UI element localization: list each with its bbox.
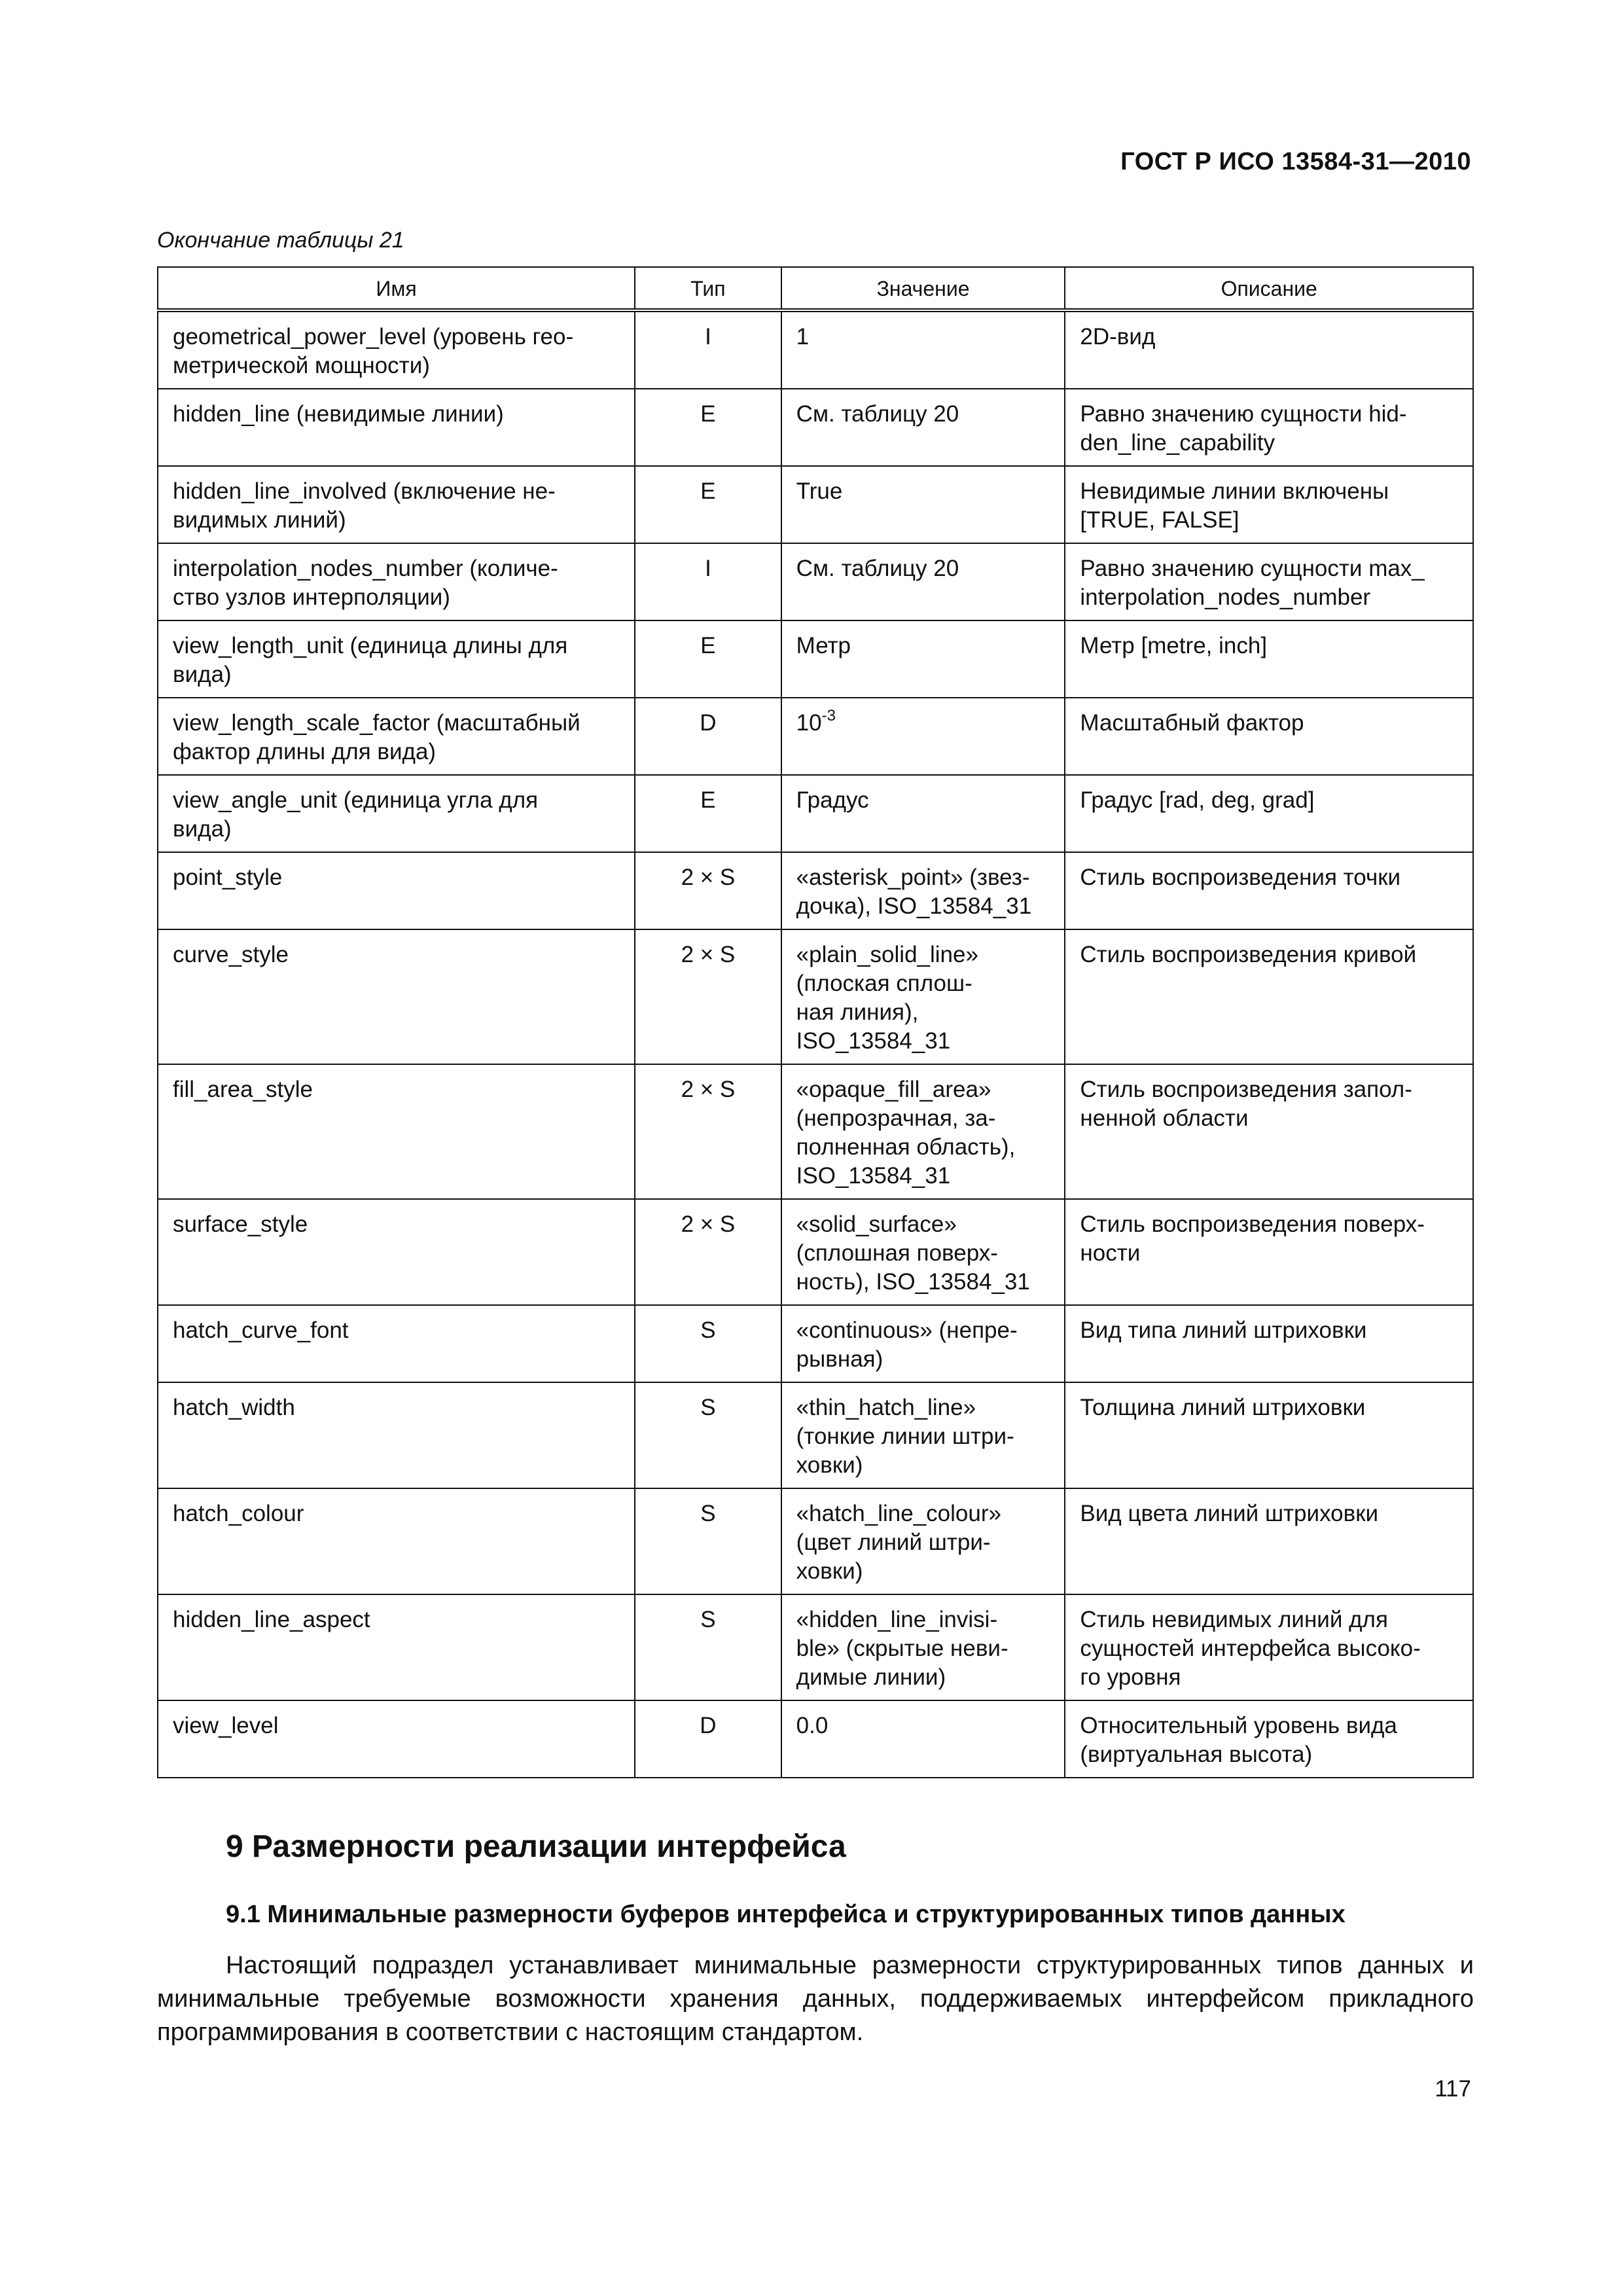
cell-description xyxy=(1065,310,1473,389)
cell-description xyxy=(1065,1382,1473,1488)
cell-description xyxy=(1065,543,1473,620)
cell-value-text: «plain_solid_line» (плоская сплош- ная линия), ISO_13584_31 xyxy=(796,942,978,1054)
cell-value-text: True xyxy=(796,478,843,504)
cell-name-text: hatch_width xyxy=(173,1395,295,1420)
cell-description xyxy=(1065,852,1473,929)
cell-name xyxy=(158,1199,635,1305)
cell-name-text: view_angle_unit (единица угла для вида) xyxy=(173,787,539,842)
cell-value-text: 1 xyxy=(796,324,810,350)
cell-value-text: См. таблицу 20 xyxy=(796,401,959,427)
cell-description-text: Стиль воспроизведения кривой xyxy=(1080,942,1417,967)
cell-name-text: curve_style xyxy=(173,942,289,967)
cell-name-text: hidden_line_aspect xyxy=(173,1607,370,1632)
cell-description xyxy=(1065,1064,1473,1199)
cell-value-text: Метр xyxy=(796,633,851,658)
cell-description xyxy=(1065,620,1473,698)
cell-name xyxy=(158,1382,635,1488)
cell-value-text xyxy=(796,709,1052,738)
table-row xyxy=(158,1382,1473,1488)
cell-name xyxy=(158,929,635,1064)
cell-value xyxy=(781,929,1065,1064)
cell-name-text: view_length_scale_factor (масштабный фактор длины для вида) xyxy=(173,710,580,764)
cell-value xyxy=(781,1199,1065,1305)
cell-description-text: 2D-вид xyxy=(1080,324,1156,350)
cell-name xyxy=(158,1594,635,1700)
cell-type: 2 × S xyxy=(635,1064,781,1199)
cell-type: E xyxy=(635,466,781,543)
table-row xyxy=(158,1488,1473,1594)
column-header-description: Описание xyxy=(1065,267,1473,310)
table-row xyxy=(158,1305,1473,1382)
cell-description xyxy=(1065,389,1473,466)
section-title: 9 Размерности реализации интерфейса xyxy=(226,1829,846,1864)
cell-value-base: 10 xyxy=(796,710,822,736)
table-row xyxy=(158,543,1473,620)
cell-name xyxy=(158,466,635,543)
table-row xyxy=(158,1064,1473,1199)
cell-description-text: Метр [metre, inch] xyxy=(1080,633,1268,658)
cell-description xyxy=(1065,1199,1473,1305)
table-row xyxy=(158,775,1473,852)
cell-name-text: surface_style xyxy=(173,1211,308,1237)
cell-description-text: Равно значению сущности hid- den_line_capability xyxy=(1080,401,1407,456)
cell-name-text: interpolation_nodes_number (количе- ство узлов интерполяции) xyxy=(173,556,558,610)
table-row xyxy=(158,389,1473,466)
table-caption: Окончание таблицы 21 xyxy=(157,228,404,253)
cell-description-text: Вид цвета линий штриховки xyxy=(1080,1501,1379,1526)
table-row xyxy=(158,852,1473,929)
cell-value-text: «hatch_line_colour» (цвет линий штри- ховки) xyxy=(796,1501,1001,1584)
cell-value xyxy=(781,543,1065,620)
table-body xyxy=(158,310,1473,1778)
cell-name-text: hidden_line_involved (включение не- видимых линий) xyxy=(173,478,556,533)
cell-type: I xyxy=(635,543,781,620)
cell-value xyxy=(781,775,1065,852)
cell-type: D xyxy=(635,698,781,775)
cell-name xyxy=(158,1064,635,1199)
cell-name-text: hidden_line (невидимые линии) xyxy=(173,401,504,427)
cell-value xyxy=(781,310,1065,389)
cell-type: I xyxy=(635,310,781,389)
cell-type: D xyxy=(635,1700,781,1778)
cell-value-text: См. таблицу 20 xyxy=(796,556,959,581)
cell-description xyxy=(1065,466,1473,543)
cell-description xyxy=(1065,1700,1473,1778)
cell-value xyxy=(781,852,1065,929)
column-header-name: Имя xyxy=(158,267,635,310)
cell-value-text: Градус xyxy=(796,787,869,813)
cell-name xyxy=(158,620,635,698)
subsection-title: 9.1 Минимальные размерности буферов интерфейса и структурированных типов данных xyxy=(226,1901,1346,1928)
cell-description xyxy=(1065,929,1473,1064)
table-header-row xyxy=(158,267,1473,310)
cell-value xyxy=(781,389,1065,466)
cell-type: 2 × S xyxy=(635,852,781,929)
column-header-type: Тип xyxy=(635,267,781,310)
cell-name xyxy=(158,852,635,929)
table-row xyxy=(158,620,1473,698)
cell-type: 2 × S xyxy=(635,1199,781,1305)
cell-value-text: «thin_hatch_line» (тонкие линии штри- ховки) xyxy=(796,1395,1014,1478)
cell-value-text: «asterisk_point» (звез- дочка), ISO_13584_31 xyxy=(796,865,1032,919)
cell-description-text: Масштабный фактор xyxy=(1080,710,1304,736)
cell-name xyxy=(158,775,635,852)
cell-value xyxy=(781,1064,1065,1199)
cell-description-text: Невидимые линии включены [TRUE, FALSE] xyxy=(1080,478,1389,533)
cell-value xyxy=(781,1382,1065,1488)
cell-description xyxy=(1065,1594,1473,1700)
cell-value-text: «continuous» (непре- рывная) xyxy=(796,1318,1018,1372)
cell-name-text: fill_area_style xyxy=(173,1077,313,1102)
cell-value xyxy=(781,1488,1065,1594)
cell-value xyxy=(781,1594,1065,1700)
cell-description-text: Стиль воспроизведения поверх- ности xyxy=(1080,1211,1425,1266)
cell-name xyxy=(158,698,635,775)
cell-description-text: Равно значению сущности max_ interpolation_nodes_number xyxy=(1080,556,1425,610)
cell-value-text: «opaque_fill_area» (непрозрачная, за- полненная область), ISO_13584_31 xyxy=(796,1077,1016,1189)
cell-name-text: point_style xyxy=(173,865,283,890)
cell-description xyxy=(1065,1488,1473,1594)
entity-attributes-table xyxy=(157,266,1474,1778)
cell-value xyxy=(781,1305,1065,1382)
cell-description-text: Вид типа линий штриховки xyxy=(1080,1318,1367,1343)
cell-description-text: Относительный уровень вида (виртуальная высота) xyxy=(1080,1713,1397,1767)
cell-description-text: Стиль воспроизведения точки xyxy=(1080,865,1401,890)
table-row xyxy=(158,466,1473,543)
cell-description-text: Стиль воспроизведения запол- ненной области xyxy=(1080,1077,1412,1131)
cell-value xyxy=(781,1700,1065,1778)
table-row xyxy=(158,310,1473,389)
cell-description xyxy=(1065,775,1473,852)
table-row xyxy=(158,698,1473,775)
cell-type: E xyxy=(635,620,781,698)
cell-value-text: «hidden_line_invisi- ble» (скрытые неви- димые линии) xyxy=(796,1607,1008,1690)
cell-description xyxy=(1065,698,1473,775)
cell-name xyxy=(158,1700,635,1778)
cell-name-text: geometrical_power_level (уровень гео- метрической мощности) xyxy=(173,324,574,378)
cell-name xyxy=(158,389,635,466)
cell-type: 2 × S xyxy=(635,929,781,1064)
cell-name xyxy=(158,1305,635,1382)
column-header-value: Значение xyxy=(781,267,1065,310)
body-paragraph: Настоящий подраздел устанавливает минимальные размерности структурированных типов данных и минимальные требуемые возможности хранения данных, поддерживаемых интерфейсом прикладного программирования в соответствии с настоящим стандартом. xyxy=(157,1952,1474,2046)
cell-type: S xyxy=(635,1382,781,1488)
table-row xyxy=(158,1700,1473,1778)
cell-description xyxy=(1065,1305,1473,1382)
cell-name-text: hatch_colour xyxy=(173,1501,304,1526)
cell-type: S xyxy=(635,1305,781,1382)
cell-type: E xyxy=(635,389,781,466)
page-number: 117 xyxy=(1435,2076,1471,2102)
table-row xyxy=(158,1594,1473,1700)
cell-value-text: «solid_surface» (сплошная поверх- ность), ISO_13584_31 xyxy=(796,1211,1030,1295)
cell-name xyxy=(158,543,635,620)
cell-type: S xyxy=(635,1488,781,1594)
cell-value xyxy=(781,698,1065,775)
cell-description-text: Стиль невидимых линий для сущностей интерфейса высоко- го уровня xyxy=(1080,1607,1421,1690)
cell-type: S xyxy=(635,1594,781,1700)
cell-value-exponent: -3 xyxy=(821,707,836,725)
cell-value xyxy=(781,466,1065,543)
cell-name-text: hatch_curve_font xyxy=(173,1318,349,1343)
cell-value xyxy=(781,620,1065,698)
document-header: ГОСТ Р ИСО 13584-31—2010 xyxy=(1120,148,1471,175)
cell-name xyxy=(158,1488,635,1594)
cell-description-text: Толщина линий штриховки xyxy=(1080,1395,1366,1420)
cell-value-text: 0.0 xyxy=(796,1713,829,1738)
cell-description-text: Градус [rad, deg, grad] xyxy=(1080,787,1315,813)
cell-name xyxy=(158,310,635,389)
cell-type: E xyxy=(635,775,781,852)
cell-name-text: view_length_unit (единица длины для вида) xyxy=(173,633,568,687)
cell-name-text: view_level xyxy=(173,1713,279,1738)
table-row xyxy=(158,929,1473,1064)
table-row xyxy=(158,1199,1473,1305)
